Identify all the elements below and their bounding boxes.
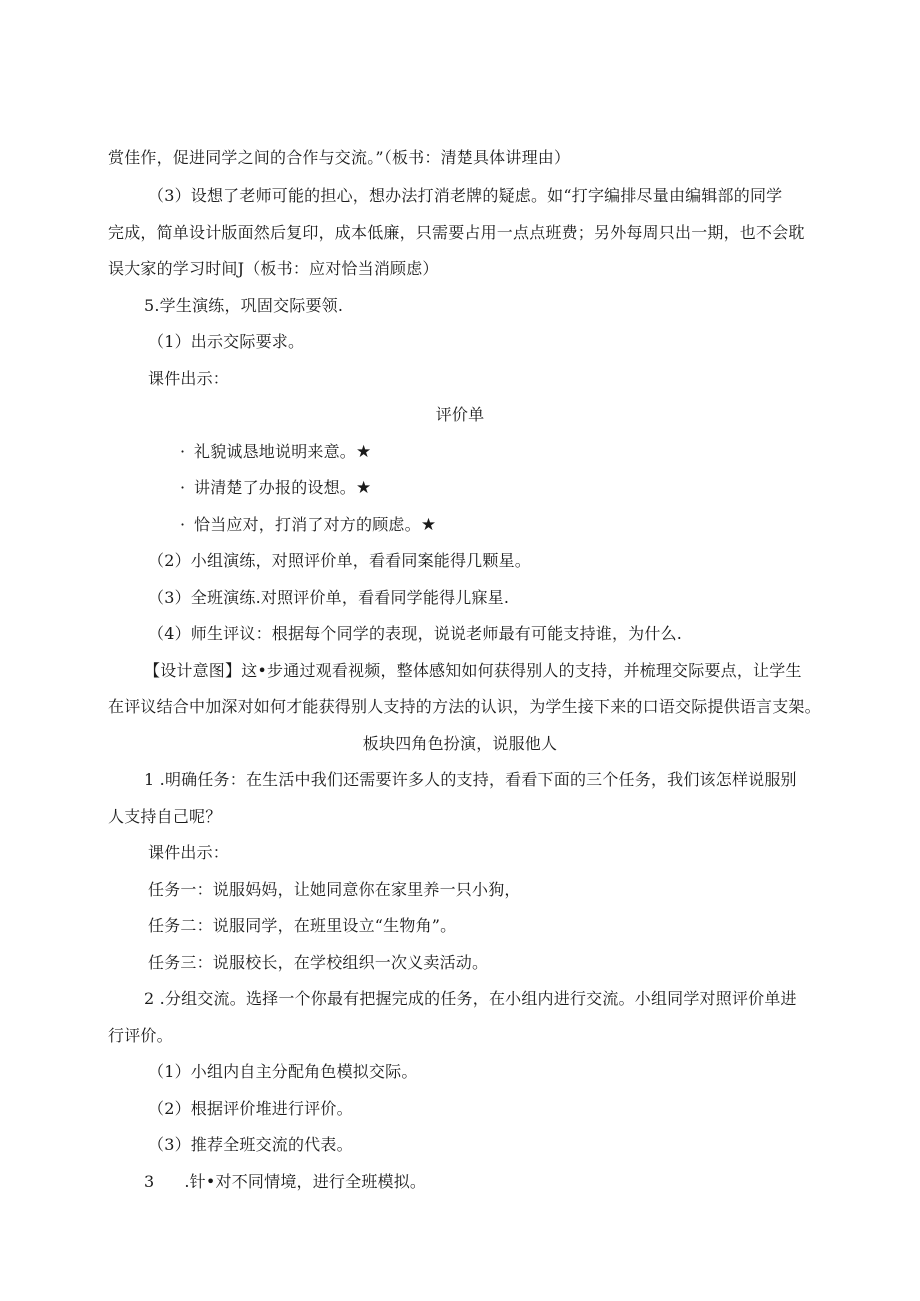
star-icon: ★ [356, 442, 372, 462]
section-item: 2 .分组交流。选择一个你最有把握完成的任务，在小组内进行交流。小组同学对照评价单进 [144, 989, 797, 1008]
item-number: 3 [144, 1172, 155, 1191]
star-icon: ★ [420, 515, 437, 535]
sub-item: （2）小组演练，对照评价单，看看同案能得几颗星。 [148, 551, 531, 570]
sub-item: （1）出示交际要求。 [148, 332, 305, 351]
paragraph-line: 人支持自己呢？ [108, 807, 222, 826]
section-heading: 板块四角色扮演，说服他人 [362, 734, 558, 753]
paragraph-line: 赏佳作，促进同学之间的合作与交流。”（板书：清楚具体讲理由） [108, 148, 571, 167]
paragraph-line: 在评议结合中加深对如何才能获得别人支持的方法的认识，为学生接下来的口语交际提供语言支架。 [108, 697, 821, 716]
paragraph-line: 误大家的学习时间J（板书：应对恰当消顾虑） [108, 259, 439, 278]
paragraph-line: （3）设想了老师可能的担心，想办法打消老牌的疑虑。如“打字编排尽量由编辑部的同学 [148, 186, 783, 205]
task-item: 任务一：说服妈妈，让她同意你在家里养一只小狗， [148, 880, 521, 899]
paragraph-line: 完成，简单设计版面然后复印，成本低廉，只需要占用一点点班费；另外每周只出一期，也不会耽 [108, 223, 805, 242]
bullet-icon: · [180, 442, 186, 461]
label-text: 课件出示： [148, 369, 230, 388]
sub-item: （1）小组内自主分配角色模拟交际。 [148, 1062, 418, 1081]
evaluation-item: · 礼貌诚恳地说明来意。★ [180, 442, 372, 462]
paragraph-line: 行评价。 [108, 1026, 173, 1045]
evaluation-item: · 讲清楚了办报的设想。★ [180, 478, 372, 498]
sub-item: （3）全班演练.对照评价单，看看同学能得儿寐星. [148, 588, 510, 607]
evaluation-item: · 恰当应对，打消了对方的顾虑。★ [180, 515, 437, 535]
sub-item: （3）推荐全班交流的代表。 [148, 1135, 353, 1154]
label-text: 课件出示： [148, 843, 230, 862]
star-icon: ★ [356, 478, 372, 498]
section-item: 5.学生演练，巩固交际要领. [144, 296, 344, 315]
design-intent: 【设计意图】这•步通过观看视频，整体感知如何获得别人的支持，并梳理交际要点，让学生 [144, 661, 802, 680]
task-item: 任务二：说服同学，在班里设立“生物角”。 [148, 916, 457, 935]
bullet-icon: · [180, 515, 186, 534]
task-item: 任务三：说服校长，在学校组织一次义卖活动。 [148, 953, 489, 972]
section-item: 3 .针•对不同情境，进行全班模拟。 [144, 1172, 427, 1191]
evaluation-sheet-title: 评价单 [435, 405, 485, 424]
sub-item: （2）根据评价堆进行评价。 [148, 1099, 353, 1118]
sub-item: （4）师生评议：根据每个同学的表现，说说老师最有可能支持谁，为什么. [148, 624, 683, 643]
section-item: 1 .明确任务：在生活中我们还需要许多人的支持，看看下面的三个任务，我们该怎样说服别 [144, 770, 797, 789]
bullet-icon: · [180, 478, 186, 497]
